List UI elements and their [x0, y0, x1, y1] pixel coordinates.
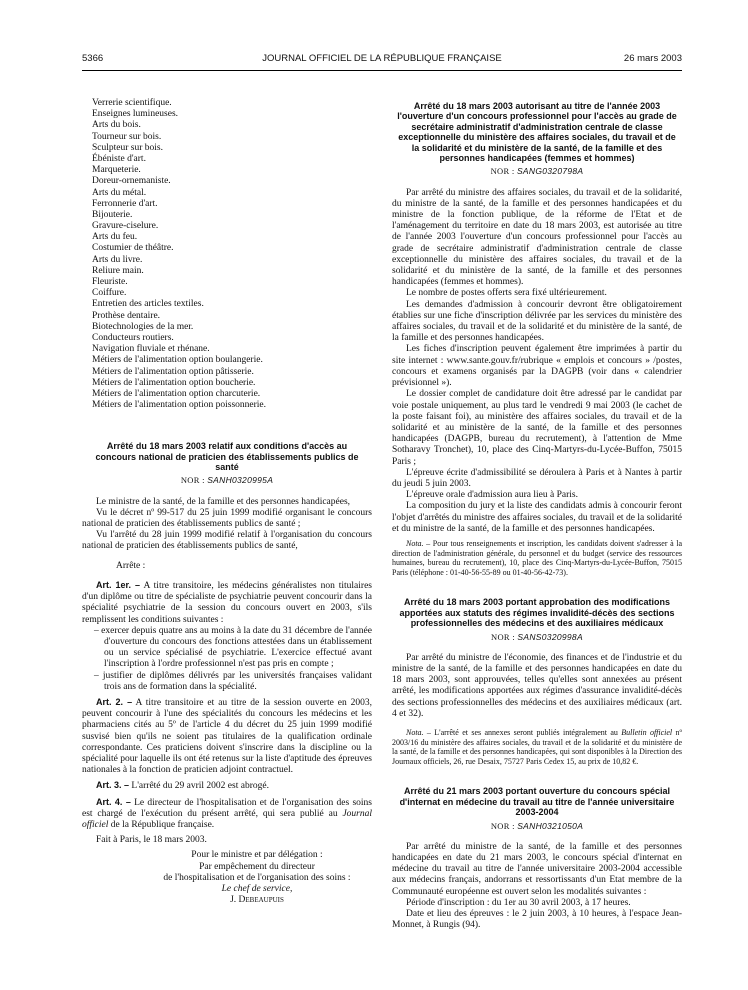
arrete-label: Arrête :	[116, 560, 146, 571]
trade-item: Enseignes lumineuses.	[92, 109, 179, 120]
trade-item: Métiers de l'alimentation option pâtisserie.	[92, 366, 254, 377]
page-number: 5366	[82, 53, 104, 64]
nor-reference: NOR : SANG0320798A	[490, 166, 584, 177]
trade-item: Bijouterie.	[92, 209, 133, 220]
paragraph: Les demandes d'admission à concourir devront être obligatoirement établies sur une fiche d'inscription délivrée par les services du ministère des affaires sociales, du travail et de la solidarité et du ministère de la santé, de la famille et des personnes handicapées.	[392, 299, 682, 344]
article-title: Arrêté du 18 mars 2003 autorisant au titre de l'année 2003 l'ouverture d'un concours professionnel pour l'accès au grade de secrétaire administratif d'administration centrale de classe exceptionnelle du ministère des affaires sociales, du travail et de la solidarité et du ministère de la santé, de la famille et des personnes handicapées (femmes et hommes)	[397, 101, 677, 164]
trade-item: Métiers de l'alimentation option boulangerie.	[92, 355, 263, 366]
article-title: Arrêté du 21 mars 2003 portant ouverture du concours spécial d'internat en médecine du travail au titre de l'année universitaire 2003-2004	[399, 786, 675, 818]
trade-item: Conducteurs routiers.	[92, 332, 174, 343]
article-title: Arrêté du 18 mars 2003 portant approbation des modifications apportées aux statuts des régimes invalidité-décès des sections professionnelles des médecins et des auxiliaires médicaux	[399, 597, 675, 629]
condition-item: – exercer depuis quatre ans au moins à la date du 31 décembre de l'année d'ouverture du concours des fonctions attestées dans un établissement ou un service spécialisé de psychiatrie. L'exercice effectué avant l'inscription à l'ordre professionnel n'est pas pris en compte ;	[94, 625, 372, 670]
trade-item: Métiers de l'alimentation option poissonnerie.	[92, 400, 266, 411]
trade-item: Biotechnologies de la mer.	[92, 321, 194, 332]
paragraph: Le dossier complet de candidature doit être adressé par le candidat par voie postale uniquement, au plus tard le vendredi 9 mai 2003 (le cachet de la poste faisant foi), au ministère des affaires sociales, du travail et de la solidarité et au ministère de la santé, de la famille et des personnes handicapées (DAGPB, bureau du recrutement), à l'attention de Mme Sotharavy Tronchet), 10, place des Cinq-Martyrs-du-Lycée-Buffon, 75015 Paris ;	[392, 389, 682, 467]
trade-item: Métiers de l'alimentation option boucherie.	[92, 377, 256, 388]
trade-item: Arts du feu.	[92, 232, 138, 243]
article-2: Art. 2. – A titre transitoire et au titre de la session ouverte en 2003, peuvent concourir à l'une des spécialités du concours les médecins et les pharmaciens cités au 5º de l'article 4 du décret du 25 juin 1999 modifié susvisé bien qu'ils ne soient pas titulaires de la qualification ordinale correspondante. Ces praticiens doivent s'inscrire dans la discipline ou la spécialité pour laquelle ils ont été retenus sur la liste d'aptitude des épreuves nationales à la fonction de praticien adjoint contractuel.	[82, 696, 372, 776]
nor-reference: NOR : SANH0321050A	[490, 820, 584, 831]
trade-item: Ferronnerie d'art.	[92, 198, 158, 209]
trade-item: Reliure main.	[92, 265, 144, 276]
trade-item: Doreur-ornemaniste.	[92, 176, 171, 187]
trade-item: Prothèse dentaire.	[92, 310, 161, 321]
paragraph: L'épreuve écrite d'admissibilité se déroulera à Paris et à Nantes à partir du jeudi 5 juin 2003.	[392, 467, 682, 489]
paragraph: Par arrêté du ministre de la santé, de la famille et des personnes handicapées en date du 21 mars 2003, le concours spécial d'internat en médecine du travail au titre de l'année universitaire 2003-2004 accessible aux médecins français, andorrans et ressortissants d'un Etat membre de la Communauté européenne est ouvert selon les modalités suivantes :	[392, 841, 682, 897]
signature-date: Fait à Paris, le 18 mars 2003.	[96, 835, 207, 846]
nor-reference: NOR : SANH0320995A	[180, 475, 274, 486]
trade-item: Arts du bois.	[92, 120, 141, 131]
article-1: Art. 1er. – A titre transitoire, les médecins généralistes non titulaires d'un diplôme ou titre de spécialiste de psychiatrie peuvent concourir dans la spécialité psychiatrie de la session du concours ouvert en 2003, s'ils remplissent les conditions suivantes :	[82, 579, 372, 625]
trade-item: Ébéniste d'art.	[92, 153, 146, 164]
trade-item: Entretien des articles textiles.	[92, 299, 204, 310]
trade-item: Costumier de théâtre.	[92, 243, 174, 254]
journal-title: JOURNAL OFFICIEL DE LA RÉPUBLIQUE FRANÇAISE	[262, 53, 502, 64]
trade-item: Métiers de l'alimentation option charcuterie.	[92, 388, 261, 399]
trade-item: Arts du métal.	[92, 187, 147, 198]
condition-item: – justifier de diplômes délivrés par les universités françaises validant trois ans de formation dans la spécialité.	[94, 670, 372, 692]
nor-reference: NOR : SANS0320998A	[491, 631, 583, 642]
paragraph: Par arrêté du ministre des affaires sociales, du travail et de la solidarité, du ministre de la santé, de la famille et des personnes handicapées et du ministre de la fonction publique, de la réforme de l'Etat et de l'aménagement du territoire en date du 18 mars 2003, est autorisée au titre de l'année 2003 l'ouverture d'un concours professionnel pour l'accès au grade de secrétaire administratif d'administration centrale de classe exceptionnelle du ministère des affaires sociales, du travail et de la solidarité et du ministère de la santé, de la famille et des personnes handicapées (femmes et hommes).	[392, 187, 682, 288]
trade-item: Navigation fluviale et rhénane.	[92, 344, 210, 355]
paragraph: Période d'inscription : du 1er au 30 avril 2003, à 17 heures.	[406, 897, 631, 908]
trade-item: Gravure-ciselure.	[92, 221, 159, 232]
trade-item: Verrerie scientifique.	[92, 98, 172, 108]
left-column	[82, 98, 372, 906]
right-column	[392, 101, 682, 931]
paragraph: Vu le décret nº 99-517 du 25 juin 1999 modifié organisant le concours national de praticien des établissements publics de santé ;	[82, 507, 372, 530]
trades-list	[82, 98, 372, 411]
signature-block: Pour le ministre et par délégation : Par empêchement du directeur de l'hospitalisation et de l'organisation des soins : Le chef de service, J. Debeaupuis	[163, 850, 351, 906]
paragraph: Vu l'arrêté du 28 juin 1999 modifié relatif à l'organisation du concours national de praticien des établissements publics de santé,	[82, 530, 372, 552]
paragraph: L'épreuve orale d'admission aura lieu à Paris.	[406, 490, 578, 501]
paragraph: Le nombre de postes offerts sera fixé ultérieurement.	[406, 288, 607, 299]
nota: Nota. – Pour tous renseignements et inscription, les candidats doivent s'adresser à la direction de l'administration générale, du personnel et du budget (service des ressources humaines, bureau du recrutement), 10, place des Cinq-Martyrs-du-Lycée-Buffon, 75015 Paris (téléphone : 01-40-56-55-89 ou 01-40-56-42-73).	[392, 538, 683, 577]
paragraph: Date et lieu des épreuves : le 2 juin 2003, à 10 heures, à l'espace Jean-Monnet, à Rungis (94).	[392, 908, 682, 931]
trade-item: Coiffure.	[92, 288, 127, 299]
article-4: Art. 4. – Le directeur de l'hospitalisation et de l'organisation des soins est chargé de l'exécution du présent arrêté, qui sera publié au Journal officiel de la République française.	[82, 796, 373, 830]
paragraph: La composition du jury et la liste des candidats admis à concourir feront l'objet d'arrêtés du ministre des affaires sociales, du travail et de la solidarité et du ministre de la santé, de la famille et des personnes handicapées.	[392, 501, 682, 534]
trade-item: Fleuriste.	[92, 277, 128, 287]
header-rule	[82, 70, 682, 71]
issue-date: 26 mars 2003	[623, 53, 682, 64]
paragraph: Par arrêté du ministre de l'économie, des finances et de l'industrie et du ministre de la santé, de la famille et des personnes handicapées en date du 18 mars 2003, sont approuvées, telles qu'elles sont annexées au présent arrêté, les modifications apportées aux régimes d'assurance invalidité-décès des sections professionnelles des médecins et des auxiliaires médicaux (art. 4 et 32).	[392, 652, 682, 719]
nota: Nota. – L'arrêté et ses annexes seront publiés intégralement au Bulletin officiel nº 2003/16 du ministère des affaires sociales, du travail et de la solidarité et du ministère de la santé, de la famille et des personnes handicapées, qui sont disponibles à la Direction des Journaux officiels, 26, rue Desaix, 75727 Paris Cedex 15, au prix de 10,82 €.	[392, 727, 682, 766]
paragraph: Le ministre de la santé, de la famille et des personnes handicapées,	[96, 496, 351, 507]
trade-item: Arts du livre.	[92, 254, 143, 265]
trade-item: Sculpteur sur bois.	[92, 142, 163, 153]
trade-item: Marqueterie.	[92, 165, 141, 176]
article-3: Art. 3. – L'arrêté du 29 avril 2002 est abrogé.	[96, 780, 269, 792]
page-header	[82, 53, 682, 67]
paragraph: Les fiches d'inscription peuvent également être imprimées à partir du site internet : www.sante.gouv.fr/rubrique « emplois et concours » /postes, concours et examens organisés par la DAGPB (voir dans « calendrier prévisionnel »).	[392, 344, 682, 389]
article-title: Arrêté du 18 mars 2003 relatif aux conditions d'accès au concours national de praticien des établissements publics de santé	[95, 441, 359, 473]
trade-item: Tourneur sur bois.	[92, 131, 162, 142]
